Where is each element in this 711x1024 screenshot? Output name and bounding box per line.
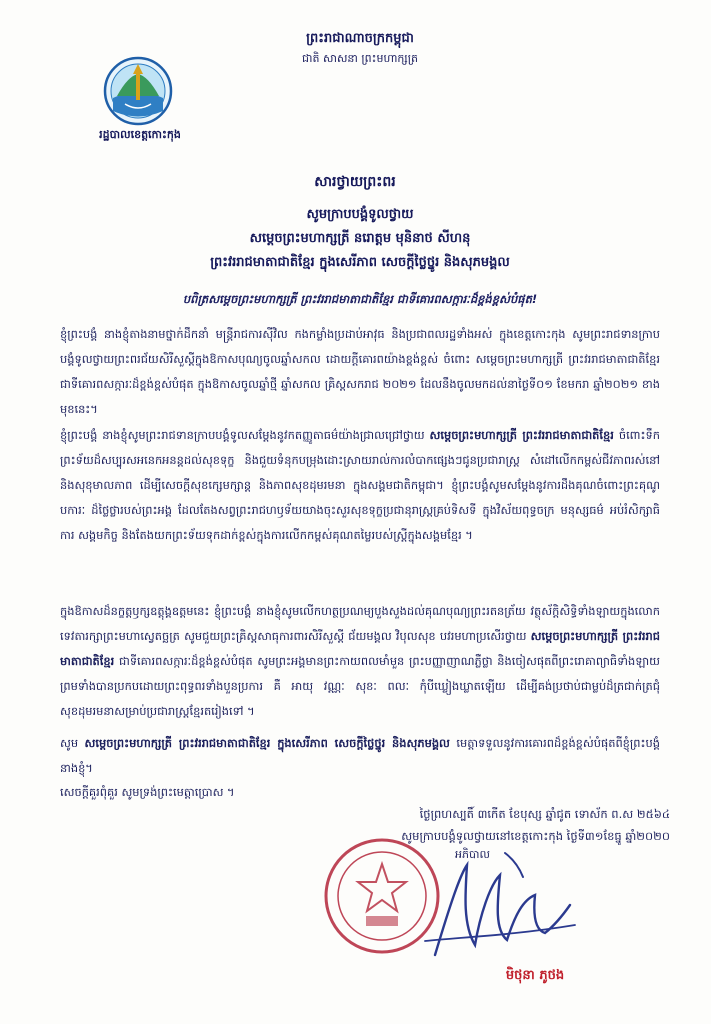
paragraph-2-queen-name: សម្តេចព្រះមហាក្សត្រី ព្រះវររាជមាតាជាតិខ្មែរ [429, 428, 614, 442]
document-type-title: សារថ្វាយព្រះពរ [314, 174, 396, 190]
provincial-logo [103, 56, 173, 126]
paragraph-4 [60, 731, 660, 781]
handwritten-signature [405, 845, 585, 965]
recipient-line-1: សូមក្រាបបង្គំទូលថ្វាយ [306, 207, 414, 222]
national-motto: ជាតិ សាសនា ព្រះមហាក្សត្រ [302, 52, 418, 65]
salutation: បពិត្រសម្តេចព្រះមហាក្សត្រី ព្រះវររាជមាតាជាតិខ្មែរ ជាទីគោរពសក្ការៈដ៏ខ្ពង់ខ្ពស់បំផុត! [182, 292, 538, 306]
paragraph-2-text-a: ខ្ញុំព្រះបង្គំ នាងខ្ញុំសូមព្រះរាជទានក្រាបបង្គំទូលសម្តែងនូវកតញ្ញូតាធម៌យ៉ាងជ្រាលជ្រៅថ្វាយ [60, 428, 430, 442]
closing-line: សេចក្តីគួរពុំគួរ សូមទ្រង់ព្រះមេត្តាប្រោស ។ [60, 785, 235, 799]
kingdom-heading: ព្រះរាជាណាចក្រកម្ពុជា [306, 31, 414, 46]
paragraph-4-text-a: សូម [60, 736, 85, 750]
paragraph-1: ខ្ញុំព្រះបង្គំ នាងខ្ញុំតាងនាមថ្នាក់ដឹកនាំ មន្ត្រីរាជការស៊ីវិល កងកម្លាំងប្រដាប់អាវុធ និងប្រជាពលរដ្ឋទាំងអស់ ក្នុងខេត្តកោះកុង សូមព្រះរាជទានក្រាបបង្គំទូលថ្វាយព្រះពរជ័យសិរីសួស្តីក្នុងឱកាសបុណ្យចូលឆ្នាំសកល ដោយក្ដីគោរពយ៉ាងខ្ពង់ខ្ពស់ ចំពោះ សម្តេចព្រះមហាក្សត្រី ព្រះវររាជមាតាជាតិខ្មែរ ជាទីគោរពសក្ការៈដ៏ខ្ពង់ខ្ពស់បំផុត ក្នុងឱកាសចូលឆ្នាំថ្មី ឆ្នាំសកល គ្រិស្តសករាជ ២០២១ ដែលនឹងចូលមកដល់នាថ្ងៃទី០១ ខែមករា ឆ្នាំ២០២១ ខាងមុខនេះ។ [60, 327, 660, 416]
paragraph-3 [60, 599, 660, 724]
organization-name: រដ្ឋបាលខេត្តកោះកុង [99, 128, 181, 141]
paragraph-2-text-b: ចំពោះទឹកព្រះទ័យដ៏សប្បុរសអនេកអនន្តដល់សុខទុក្ខ និងជួយទំនុកបម្រុងដោះស្រាយរាល់ការលំបាកផ្សេងៗជូនប្រជារាស្ត្រ សំដៅលើកកម្ពស់ជីវភាពរស់នៅ និងសុខុមាលភាព ដើម្បីសេចក្តីសុខក្សេមក្សាន្ត និងភាពសុខដុមរមនា ក្នុងសង្គមជាតិកម្ពុជា។ ខ្ញុំព្រះបង្គំសូមសម្តែងនូវការដឹងគុណចំពោះព្រះគុណូបការៈ ដ៏ថ្លៃថ្លារបស់ព្រះអង្គ ដែលតែងសព្វព្រះរាជហឫទ័យយាងចុះសួរសុខទុក្ខប្រជានុរាស្ត្រគ្រប់ទិសទី ក្នុងវិស័យពុទ្ធចក្រ មនុស្សធម៌ អប់រំសិក្សាធិការ សង្គមកិច្ច និងតែងយកព្រះទ័យទុកដាក់ខ្ពស់ក្នុងការលើកកម្ពស់គុណតម្លៃរបស់ស្ត្រីក្នុងសង្គមខ្មែរ ។ [60, 428, 660, 542]
recipient-line-3: ព្រះវររាជមាតាជាតិខ្មែរ ក្នុងសេរីភាព សេចក្តីថ្លៃថ្នូរ និងសុភមង្គល [210, 255, 510, 270]
signer-title: អភិបាល [455, 848, 490, 861]
paragraph-3-text-a: ក្នុងឱកាសដ៏នក្ខត្តឫក្សឧត្តុង្គឧត្តមនេះ ខ្ញុំព្រះបង្គំ នាងខ្ញុំសូមលើកហត្ថប្រណម្យបួងសួងដល់គុណបុណ្យព្រះរតនត្រ័យ វត្ថុស័ក្តិសិទ្ធិទាំងឡាយក្នុងលោក ទេវតារក្សាព្រះមហាស្វេតច្ឆត្រ សូមជួយព្រះគ្រិស្តសាធុការពារសិរីសួស្តី ជ័យមង្គល វិបុលសុខ បវរមហាប្រសើរថ្វាយ [60, 604, 660, 643]
paragraph-3-queen-name: សម្តេចព្រះមហាក្សត្រី ព្រះវររាជមាតាជាតិខ្មែរ [60, 629, 660, 668]
lunar-date: ថ្ងៃព្រហស្បតិ៍ ៣កើត ខែបុស្ស ឆ្នាំជូត ទោស័ក ព.ស ២៥៦៤ [419, 807, 670, 821]
paragraph-2 [60, 423, 660, 548]
signer-name: មិថុនា ភូថង [505, 968, 565, 983]
paragraph-4-queen-name: សម្តេចព្រះមហាក្សត្រី ព្រះវររាជមាតាជាតិខ្មែរ ក្នុងសេរីភាព សេចក្តីថ្លៃថ្នូរ និងសុភមង្គល [84, 736, 450, 750]
paragraph-4-text-b: មេត្តាទទួលនូវការគោរពដ៏ខ្ពង់ខ្ពស់បំផុតពីខ្ញុំព្រះបង្គំនាងខ្ញុំ។ [60, 736, 660, 775]
paragraph-3-text-b: ជាទីគោរពសក្ការៈដ៏ខ្ពង់ខ្ពស់បំផុត សូមព្រះអង្គមានព្រះកាយពលមាំមួន ព្រះបញ្ញាញាណភ្លឺថ្លា និងចៀសផុតពីព្រះរោគាព្យាធិទាំងឡាយ ព្រមទាំងបានប្រកបដោយព្រះពុទ្ធពរទាំងបួនប្រការ គឺ អាយុ វណ្ណៈ សុខៈ ពលៈ កុំបីឃ្លៀងឃ្លាតឡើយ ដើម្បីគង់ប្រថាប់ជាម្លប់ដ៏ត្រជាក់ត្រជុំសុខដុមរមនាសម្រាប់ប្រជារាស្ត្រខ្មែរតរៀងទៅ ។ [60, 654, 660, 718]
recipient-line-2: សម្តេចព្រះមហាក្សត្រី នរោត្តម មុនិនាថ សីហនុ [249, 231, 471, 246]
civil-date-place: សូមក្រាបបង្គំទូលថ្វាយនៅខេត្តកោះកុង ថ្ងៃទី៣១ខែធ្នូ ឆ្នាំ២០២០ [401, 829, 670, 843]
